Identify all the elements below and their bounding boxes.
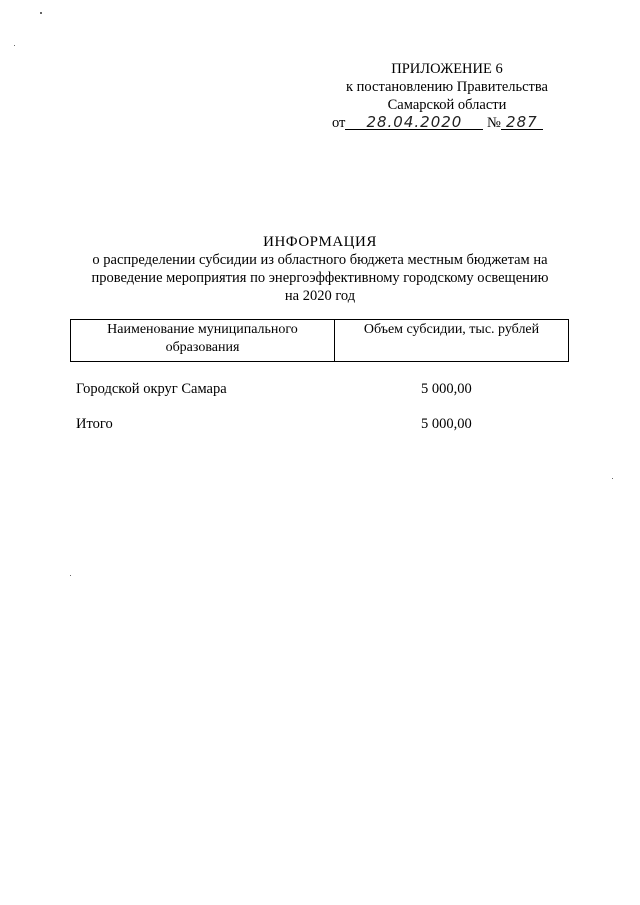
total-amount: 5 000,00 (421, 416, 472, 432)
annex-date-number-row (332, 114, 562, 132)
municipality-name: Городской округ Самара (76, 381, 227, 397)
subsidy-table-header (70, 319, 569, 362)
table-row (76, 381, 496, 398)
scan-speck (70, 575, 71, 576)
column-header-municipality: Наименование муниципального образования (71, 320, 335, 362)
annex-line-2: Самарской области (387, 97, 507, 113)
document-subtitle-line-3: на 2020 год (284, 288, 356, 304)
number-prefix: № (487, 115, 501, 131)
scan-speck (612, 478, 613, 479)
column-header-subsidy-amount: Объем субсидии, тыс. рублей (335, 320, 569, 362)
document-heading: ИНФОРМАЦИЯ (263, 234, 377, 250)
document-subtitle-line-2: проведение мероприятия по энергоэффективному городскому освещению (91, 270, 549, 286)
annex-line-1: к постановлению Правительства (346, 79, 548, 95)
document-title-block (70, 233, 570, 305)
handwritten-date: 28.04.2020 (345, 115, 483, 130)
annex-block (332, 60, 562, 132)
date-prefix: от (332, 115, 346, 131)
annex-title: ПРИЛОЖЕНИЕ 6 (391, 61, 503, 77)
subsidy-amount: 5 000,00 (421, 381, 472, 397)
document-subtitle-line-1: о распределении субсидии из областного бюджета местным бюджетам на (92, 252, 548, 268)
scan-speck (40, 12, 42, 14)
scan-speck (14, 45, 15, 46)
total-label: Итого (76, 416, 113, 432)
table-row-total (76, 416, 496, 433)
table-header-row (71, 320, 569, 362)
handwritten-number: 287 (501, 115, 543, 130)
